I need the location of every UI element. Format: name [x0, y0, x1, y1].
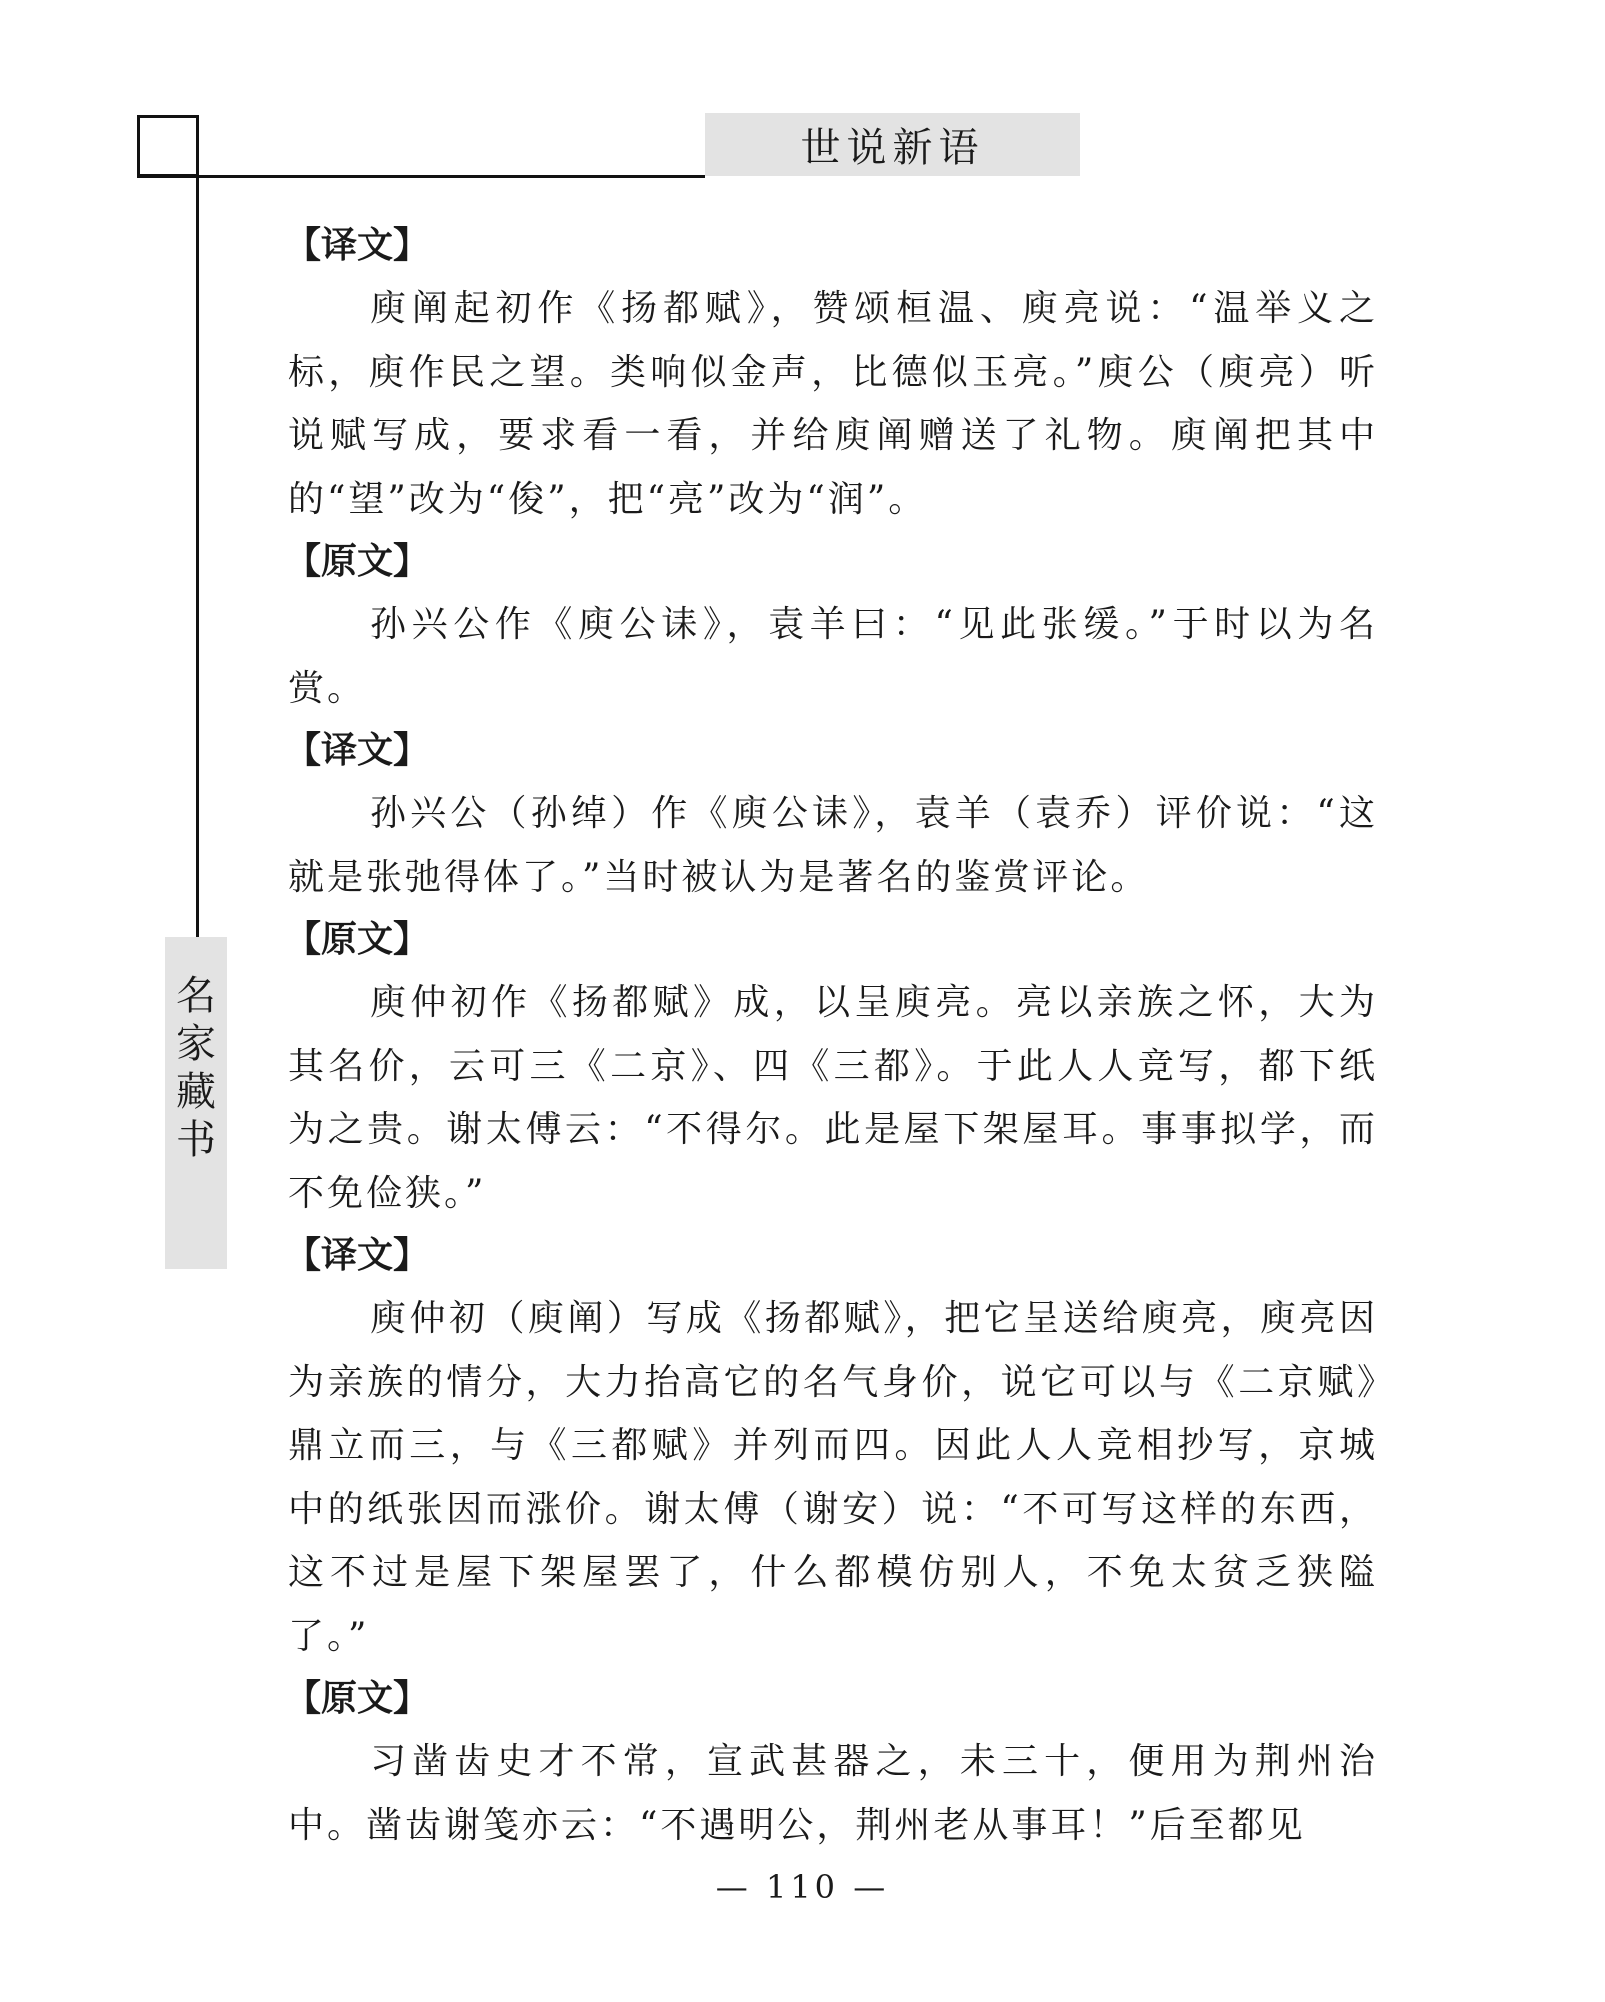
- running-header: [705, 113, 1080, 176]
- section: [285, 531, 1378, 720]
- section-text: 孙兴公作《庾公诔》，袁羊曰：“见此张缓。”于时以为名赏。: [288, 604, 1378, 709]
- section: [285, 1225, 1378, 1668]
- side-tab-char: 名: [176, 973, 216, 1019]
- book-title: 世说新语: [800, 125, 985, 171]
- section-text: 庾阐起初作《扬都赋》，赞颂桓温、庾亮说：“温举义之标，庾作民之望。类响似金声，比德似玉亮。”庾公（庾亮）听说赋写成，要求看一看，并给庾阐赠送了礼物。庾阐把其中的“望”改为“俊”，把“亮”改为“润”。: [288, 288, 1378, 520]
- section: [285, 720, 1378, 909]
- side-tab: [165, 937, 227, 1269]
- page-number: — 110 —: [715, 1868, 890, 1906]
- section-text: 孙兴公（孙绰）作《庾公诔》，袁羊（袁乔）评价说：“这就是张弛得体了。”当时被认为是著名的鉴赏评论。: [288, 793, 1378, 898]
- section-heading: 【译文】: [285, 730, 430, 771]
- corner-frame-box: [137, 115, 199, 177]
- header-rule-line: [137, 175, 705, 178]
- margin-rule-line: [196, 115, 199, 940]
- section: [285, 215, 1378, 531]
- section-heading: 【译文】: [285, 1235, 430, 1276]
- side-tab-char: 家: [176, 1021, 216, 1067]
- side-tab-char: 书: [176, 1117, 216, 1163]
- page-body: [285, 215, 1378, 1857]
- section-text: 习凿齿史才不常，宣武甚器之，未三十，便用为荆州治中。凿齿谢笺亦云：“不遇明公，荆州老从事耳！”后至都见: [288, 1741, 1378, 1846]
- section: [285, 909, 1378, 1225]
- section-text: 庾仲初（庾阐）写成《扬都赋》，把它呈送给庾亮，庾亮因为亲族的情分，大力抬高它的名气身价，说它可以与《二京赋》鼎立而三，与《三都赋》并列而四。因此人人竞相抄写，京城中的纸张因而涨价。谢太傅（谢安）说：“不可写这样的东西，这不过是屋下架屋罢了，什么都模仿别人，不免太贫乏狭隘了。”: [288, 1298, 1378, 1657]
- section-heading: 【原文】: [285, 541, 430, 582]
- section-heading: 【原文】: [285, 919, 430, 960]
- section-heading: 【原文】: [285, 1678, 430, 1719]
- section-text: 庾仲初作《扬都赋》成，以呈庾亮。亮以亲族之怀，大为其名价，云可三《二京》、四《三都》。于此人人竞写，都下纸为之贵。谢太傅云：“不得尔。此是屋下架屋耳。事事拟学，而不免俭狭。”: [288, 982, 1378, 1214]
- section: [285, 1668, 1378, 1857]
- section-heading: 【译文】: [285, 225, 430, 266]
- side-tab-char: 藏: [176, 1069, 216, 1115]
